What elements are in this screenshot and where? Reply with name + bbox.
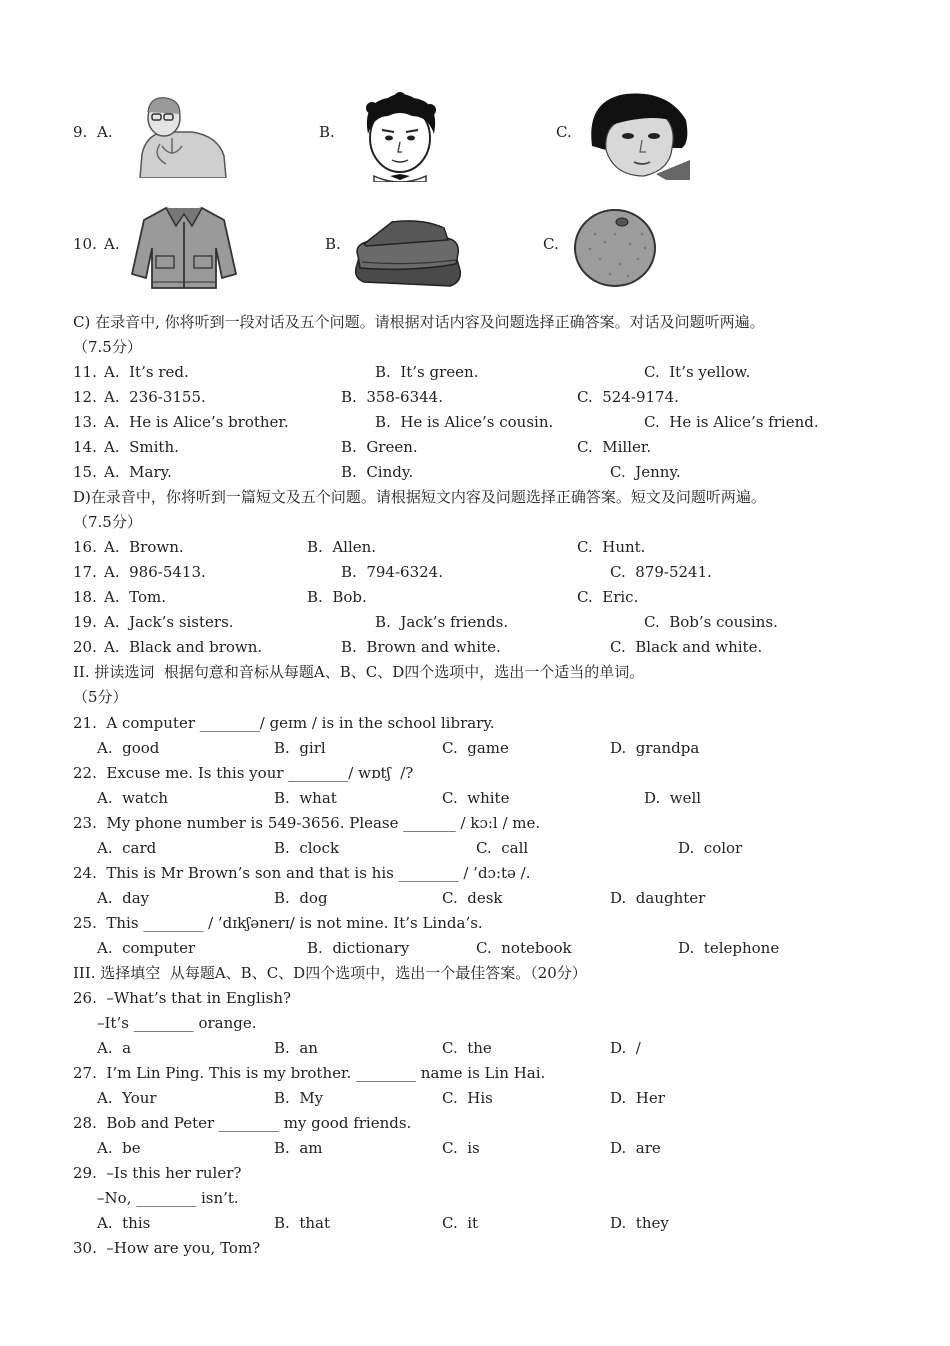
option-c: C. It’s yellow. — [644, 363, 751, 381]
option-a: A. card — [97, 839, 157, 857]
option-label-b: B. — [319, 123, 335, 141]
option-a: A. 986-5413. — [104, 563, 206, 581]
option-c: C. Miller. — [577, 438, 652, 456]
section-d-score: （7.5分） — [73, 513, 142, 531]
option-a: A. Your — [97, 1089, 157, 1107]
option-d: D. grandpa — [610, 739, 700, 757]
option-label-c: C. — [543, 235, 559, 253]
question-number: 16. — [73, 538, 97, 556]
option-a: A. He is Alice’s brother. — [104, 413, 289, 431]
option-a: A. computer — [97, 939, 196, 957]
option-b: B. an — [274, 1039, 318, 1057]
option-c: C. Bob’s cousins. — [644, 613, 778, 631]
question-line: –No, ________ isn’t. — [97, 1189, 239, 1207]
option-b: B. Bob. — [307, 588, 367, 606]
option-b: B. what — [274, 789, 337, 807]
section-d-instruction: D)在录音中，你将听到一篇短文及五个问题。请根据短文内容及问题选择正确答案。短文及问题听两遍。 — [73, 488, 766, 506]
question-stem: 22. Excuse me. Is this your ________/ wɒtʃ /? — [73, 764, 414, 782]
option-d: D. they — [610, 1214, 669, 1232]
option-b: B. Brown and white. — [341, 638, 501, 656]
section-ii-score: （5分） — [73, 688, 128, 706]
option-a: A. Black and brown. — [104, 638, 263, 656]
option-a: A. watch — [97, 789, 169, 807]
option-a: A. Jack’s sisters. — [104, 613, 234, 631]
option-c: C. is — [442, 1139, 480, 1157]
option-b: B. girl — [274, 739, 326, 757]
option-c: C. Jenny. — [610, 463, 681, 481]
option-a: A. a — [97, 1039, 132, 1057]
orange-fruit-icon — [570, 204, 660, 288]
option-a: A. Tom. — [104, 588, 166, 606]
question-line: 29. –Is this her ruler? — [73, 1164, 242, 1182]
option-a: A. 236-3155. — [104, 388, 206, 406]
option-d: D. well — [644, 789, 702, 807]
option-b: B. Jack’s friends. — [375, 613, 509, 631]
option-a: A. this — [97, 1214, 151, 1232]
question-number: 9. — [73, 123, 88, 141]
question-stem: 21. A computer ________/ geɪm / is in the school library. — [73, 714, 495, 732]
old-man-in-glasses-icon — [132, 94, 230, 178]
option-c: C. the — [442, 1039, 492, 1057]
option-b: B. clock — [274, 839, 340, 857]
question-number: 18. — [73, 588, 97, 606]
section-c-instruction: C) 在录音中, 你将听到一段对话及五个问题。请根据对话内容及问题选择正确答案。对话及问题听两遍。 — [73, 313, 765, 331]
option-b: B. 794-6324. — [341, 563, 443, 581]
option-b: B. My — [274, 1089, 324, 1107]
option-c: C. Eric. — [577, 588, 639, 606]
curly-haired-boy-icon — [352, 92, 448, 182]
option-d: D. Her — [610, 1089, 665, 1107]
question-number: 19. — [73, 613, 97, 631]
question-number: 20. — [73, 638, 97, 656]
question-number: 11. — [73, 363, 97, 381]
question-stem: 24. This is Mr Brown’s son and that is his ________ / ’dɔ:tə /. — [73, 864, 531, 882]
option-c: C. His — [442, 1089, 493, 1107]
section-ii-heading: II. 拼读选词 根据句意和音标从每题A、B、C、D四个选项中，选出一个适当的单词。 — [73, 663, 645, 681]
folded-sweater-icon — [352, 216, 464, 288]
option-a: A. good — [97, 739, 160, 757]
question-number: 14. — [73, 438, 97, 456]
option-c: C. call — [476, 839, 529, 857]
question-line: 27. I’m Lin Ping. This is my brother. ________ name is Lin Hai. — [73, 1064, 546, 1082]
option-d: D. are — [610, 1139, 661, 1157]
option-a: A. Mary. — [104, 463, 172, 481]
option-label-a: A. — [97, 123, 113, 141]
option-c: C. notebook — [476, 939, 572, 957]
question-number: 17. — [73, 563, 97, 581]
question-line: 30. –How are you, Tom? — [73, 1239, 261, 1257]
option-a: A. day — [97, 889, 150, 907]
question-number: 15. — [73, 463, 97, 481]
option-c: C. desk — [442, 889, 503, 907]
question-stem: 23. My phone number is 549-3656. Please _______ / kɔ:l / me. — [73, 814, 541, 832]
option-label-b: B. — [325, 235, 341, 253]
question-number: 10. — [73, 235, 97, 253]
question-line: 28. Bob and Peter ________ my good friends. — [73, 1114, 412, 1132]
option-b: B. It’s green. — [375, 363, 479, 381]
question-line: –It’s ________ orange. — [97, 1014, 257, 1032]
option-c: C. it — [442, 1214, 479, 1232]
option-b: B. Green. — [341, 438, 418, 456]
option-d: D. daughter — [610, 889, 706, 907]
jacket-icon — [130, 204, 238, 290]
option-d: D. / — [610, 1039, 641, 1057]
section-iii-heading: III. 选择填空 从每题A、B、C、D四个选项中，选出一个最佳答案。（20分） — [73, 964, 587, 982]
option-c: C. game — [442, 739, 509, 757]
option-label-c: C. — [556, 123, 572, 141]
option-b: B. Cindy. — [341, 463, 414, 481]
option-b: B. dictionary — [307, 939, 410, 957]
option-c: C. Black and white. — [610, 638, 763, 656]
question-number: 12. — [73, 388, 97, 406]
option-a: A. Smith. — [104, 438, 179, 456]
option-b: B. He is Alice’s cousin. — [375, 413, 554, 431]
option-c: C. 879-5241. — [610, 563, 712, 581]
question-number: 13. — [73, 413, 97, 431]
section-c-score: （7.5分） — [73, 338, 142, 356]
option-c: C. 524-9174. — [577, 388, 679, 406]
option-c: C. He is Alice’s friend. — [644, 413, 819, 431]
option-a: A. Brown. — [104, 538, 184, 556]
option-a: A. be — [97, 1139, 141, 1157]
option-d: D. color — [678, 839, 743, 857]
option-a: A. It’s red. — [104, 363, 189, 381]
option-b: B. that — [274, 1214, 330, 1232]
question-stem: 25. This ________ / ’dɪkʃənerɪ/ is not mine. It’s Linda’s. — [73, 914, 483, 932]
option-c: C. white — [442, 789, 510, 807]
option-d: D. telephone — [678, 939, 780, 957]
option-b: B. Allen. — [307, 538, 377, 556]
question-line: 26. –What’s that in English? — [73, 989, 292, 1007]
option-label-a: A. — [104, 235, 120, 253]
option-b: B. dog — [274, 889, 328, 907]
option-c: C. Hunt. — [577, 538, 646, 556]
girl-with-bob-haircut-icon — [586, 90, 690, 180]
option-b: B. am — [274, 1139, 323, 1157]
option-b: B. 358-6344. — [341, 388, 443, 406]
